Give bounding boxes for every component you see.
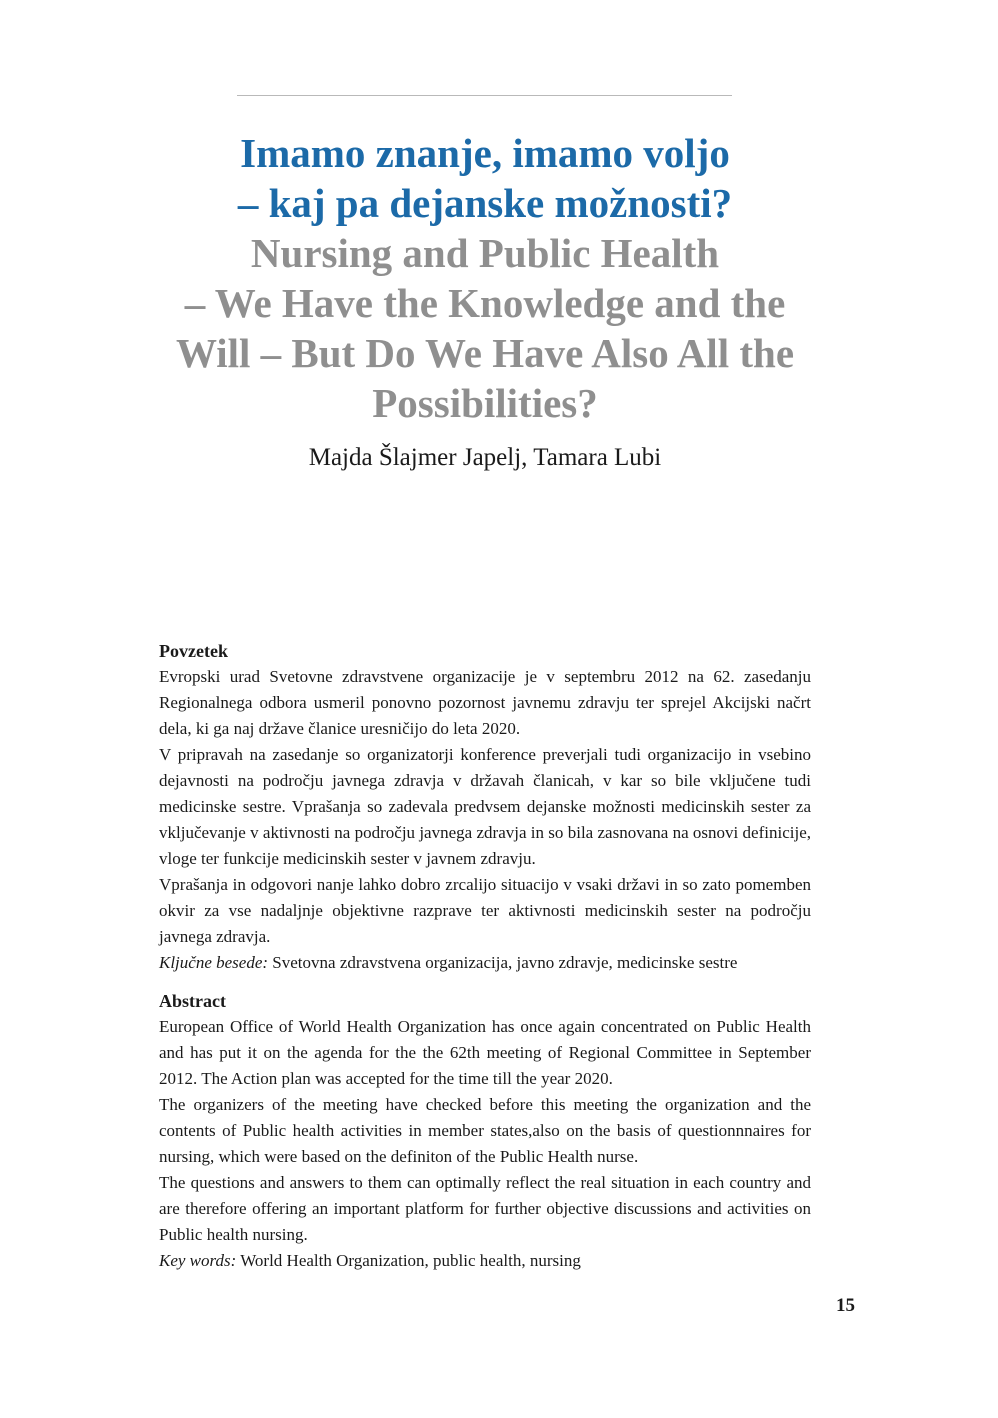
article-title (120, 128, 850, 428)
abstract-paragraph: The organizers of the meeting have checked before this meeting the organization and the contents of Public health activities in member states,also on the basis of questionnnaires for nursing, which were based on the definiton of the Public Health nurse. (159, 1095, 811, 1166)
page-number: 15 (836, 1295, 855, 1316)
abstract-keywords-label: Key words: (159, 1251, 237, 1270)
abstract-paragraph: European Office of World Health Organization has once again concentrated on Public Health and has put it on the agenda for the the 62th meeting of Regional Committee in September 2012. The Action plan was accepted for the time till the year 2020. (159, 1017, 811, 1088)
povzetek-paragraph: Vprašanja in odgovori nanje lahko dobro zrcalijo situacijo v vsaki državi in so zato pomemben okvir za vse nadaljnje objektivne razprave ter aktivnosti medicinskih sester na področju javnega zdravja. (159, 875, 811, 946)
povzetek-paragraph: V pripravah na zasedanje so organizatorji konference preverjali tudi organizacijo in vsebino dejavnosti na področju javnega zdravja v državah članicah, v kar so bile vključene tudi medicinske sestre. Vprašanja so zadevala predvsem dejanske možnosti medicinskih sester za vključevanje v aktivnosti na področju javnega zdravja in so bila zasnovana na osnovi definicije, vloge ter funkcije medicinskih sester v javnem zdravju. (159, 745, 811, 868)
title-english-line-2: – We Have the Knowledge and the (184, 280, 786, 326)
abstract-heading: Abstract (159, 991, 226, 1011)
povzetek-heading: Povzetek (159, 641, 228, 661)
povzetek-paragraph: Evropski urad Svetovne zdravstvene organizacije je v septembru 2012 na 62. zasedanju Regionalnega odbora usmeril ponovno pozornost javnemu zdravju ter sprejel Akcijski načrt dela, ki ga naj države članice uresničijo do leta 2020. (159, 667, 811, 738)
title-english-line-3: Will – But Do We Have Also All the (175, 330, 795, 376)
abstract-paragraph: The questions and answers to them can optimally reflect the real situation in each country and are therefore offering an important platform for further objective discussions and activities on Public health nursing. (159, 1173, 811, 1244)
abstract-keywords (159, 1248, 811, 1274)
povzetek-keywords (159, 950, 811, 976)
top-divider (237, 95, 732, 96)
povzetek-section (159, 638, 811, 976)
title-slovenian-line-2: – kaj pa dejanske možnosti? (237, 180, 733, 226)
abstract-section (159, 988, 811, 1274)
povzetek-keywords-text: Svetovna zdravstvena organizacija, javno zdravje, medicinske sestre (272, 953, 738, 972)
title-english-line-4: Possibilities? (372, 380, 598, 426)
povzetek-keywords-label: Ključne besede: (159, 953, 269, 972)
authors: Majda Šlajmer Japelj, Tamara Lubi (308, 444, 662, 471)
title-slovenian-line-1: Imamo znanje, imamo voljo (240, 130, 730, 176)
title-english-line-1: Nursing and Public Health (250, 230, 720, 276)
abstract-keywords-text: World Health Organization, public health, nursing (240, 1251, 581, 1270)
